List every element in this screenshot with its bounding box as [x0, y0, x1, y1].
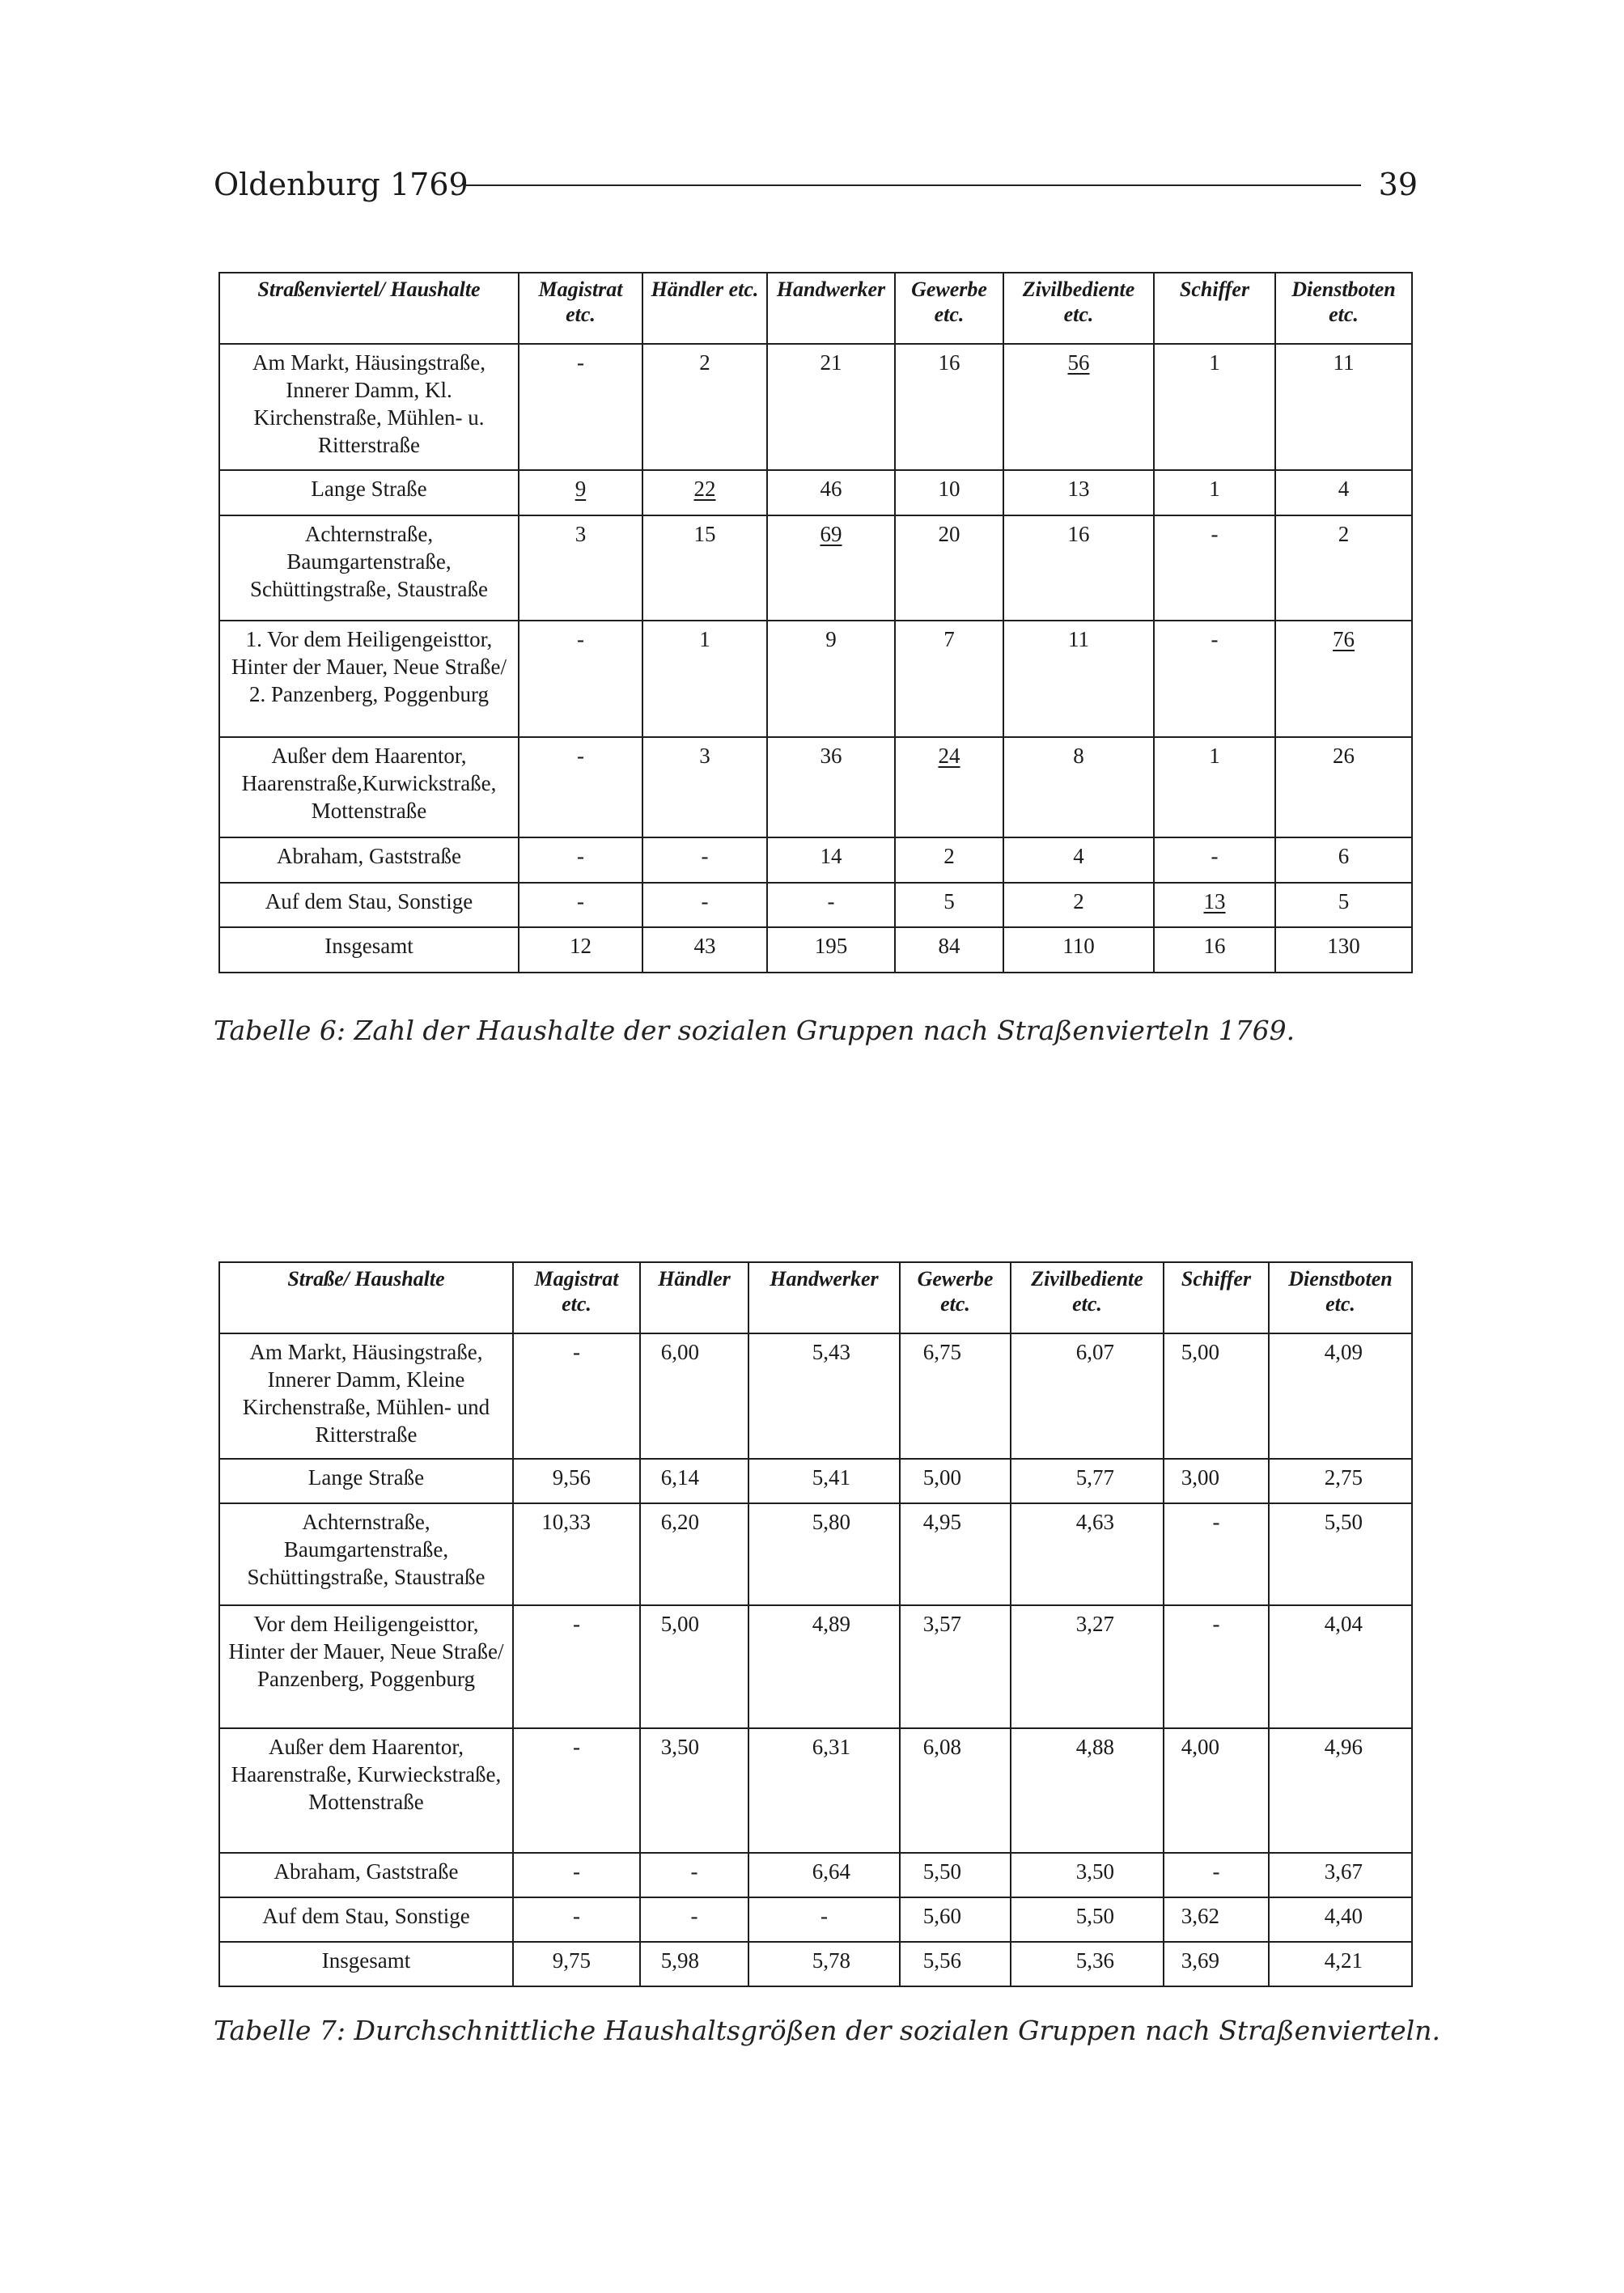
table-cell: 69	[767, 515, 895, 621]
row-label: Am Markt, Häusingstraße, Innerer Damm, Kl. Kirchenstraße, Mühlen- u. Ritterstraße	[219, 344, 519, 470]
table-cell: 13	[1154, 883, 1275, 927]
row-header-column: Straße/ Haushalte	[219, 1262, 513, 1333]
row-label: Auf dem Stau, Sonstige	[219, 1897, 513, 1942]
table-cell: 5,50	[1269, 1503, 1412, 1605]
table-cell: 5,78	[748, 1942, 900, 1986]
table-cell: 9,75	[513, 1942, 640, 1986]
table-cell: -	[519, 837, 642, 883]
table6-header-row	[219, 273, 1412, 344]
table7-body	[219, 1333, 1412, 1986]
table-row	[219, 621, 1412, 737]
table-cell: -	[767, 883, 895, 927]
table-cell: -	[642, 883, 767, 927]
table-cell: 3	[519, 515, 642, 621]
table6-body	[219, 344, 1412, 973]
table-cell: 5,41	[748, 1459, 900, 1503]
table-cell: 6,75	[900, 1333, 1011, 1459]
table-cell: 3	[642, 737, 767, 837]
table-cell: 3,67	[1269, 1853, 1412, 1897]
table-cell: 16	[895, 344, 1003, 470]
table-cell: -	[1154, 837, 1275, 883]
table7-caption: Tabelle 7: Durchschnittliche Haushaltsgrößen der sozialen Gruppen nach Straßenvierteln.	[214, 2015, 1440, 2046]
column-header: Zivilbediente etc.	[1011, 1262, 1164, 1333]
table-cell: 4,21	[1269, 1942, 1412, 1986]
table-row	[219, 1605, 1412, 1728]
table-cell: 2	[1003, 883, 1154, 927]
table-cell: 4,96	[1269, 1728, 1412, 1853]
row-header-column: Straßenviertel/ Haushalte	[219, 273, 519, 344]
row-label: 1. Vor dem Heiligengeisttor, Hinter der Mauer, Neue Straße/ 2. Panzenberg, Poggenburg	[219, 621, 519, 737]
table-cell: 3,57	[900, 1605, 1011, 1728]
table-cell: 4,88	[1011, 1728, 1164, 1853]
column-header: Schiffer	[1154, 273, 1275, 344]
table-cell: 15	[642, 515, 767, 621]
table-cell: 24	[895, 737, 1003, 837]
column-header: Dienstboten etc.	[1269, 1262, 1412, 1333]
table-cell: 4,40	[1269, 1897, 1412, 1942]
table-cell: 5,60	[900, 1897, 1011, 1942]
table-row	[219, 1942, 1412, 1986]
table-cell: -	[642, 837, 767, 883]
row-label: Lange Straße	[219, 1459, 513, 1503]
table-cell: 16	[1154, 927, 1275, 973]
table-cell: 3,00	[1164, 1459, 1269, 1503]
column-header: Gewerbe etc.	[895, 273, 1003, 344]
table-cell: 10	[895, 470, 1003, 515]
table-cell: 5,00	[1164, 1333, 1269, 1459]
table-cell: 43	[642, 927, 767, 973]
column-header: Magistrat etc.	[513, 1262, 640, 1333]
column-header: Handwerker	[767, 273, 895, 344]
table-cell: 6,31	[748, 1728, 900, 1853]
table-cell: -	[1164, 1503, 1269, 1605]
running-title: Oldenburg 1769	[214, 162, 475, 207]
table-cell: 4,63	[1011, 1503, 1164, 1605]
table-cell: -	[519, 883, 642, 927]
row-label: Abraham, Gaststraße	[219, 837, 519, 883]
table-cell: -	[519, 344, 642, 470]
row-label: Achternstraße, Baumgartenstraße, Schüttingstraße, Staustraße	[219, 515, 519, 621]
table-cell: 1	[642, 621, 767, 737]
column-header: Dienstboten etc.	[1275, 273, 1412, 344]
table-cell: -	[513, 1333, 640, 1459]
table-cell: 2	[895, 837, 1003, 883]
table-cell: 6,08	[900, 1728, 1011, 1853]
table-cell: -	[513, 1853, 640, 1897]
table-cell: 5,36	[1011, 1942, 1164, 1986]
table-cell: 36	[767, 737, 895, 837]
table-cell: 1	[1154, 470, 1275, 515]
column-header: Zivilbediente etc.	[1003, 273, 1154, 344]
table-cell: -	[748, 1897, 900, 1942]
table-cell: 3,27	[1011, 1605, 1164, 1728]
household-size-table	[218, 1261, 1413, 1987]
table-cell: 5	[1275, 883, 1412, 927]
row-label: Am Markt, Häusingstraße, Innerer Damm, Kleine Kirchenstraße, Mühlen- und Ritterstraße	[219, 1333, 513, 1459]
table-cell: 195	[767, 927, 895, 973]
table-cell: -	[640, 1897, 748, 1942]
table-cell: 3,69	[1164, 1942, 1269, 1986]
table-cell: -	[1154, 515, 1275, 621]
table-cell: 9	[767, 621, 895, 737]
row-label: Lange Straße	[219, 470, 519, 515]
table-cell: 4,04	[1269, 1605, 1412, 1728]
table-cell: 5,56	[900, 1942, 1011, 1986]
row-label: Außer dem Haarentor, Haarenstraße,Kurwickstraße, Mottenstraße	[219, 737, 519, 837]
table-cell: -	[513, 1605, 640, 1728]
row-label: Insgesamt	[219, 1942, 513, 1986]
table-cell: 46	[767, 470, 895, 515]
header-rule	[464, 184, 1361, 186]
table-row	[219, 1853, 1412, 1897]
table-cell: 6	[1275, 837, 1412, 883]
table-row	[219, 344, 1412, 470]
household-count-table	[218, 272, 1413, 973]
running-header	[214, 162, 1418, 214]
table-cell: 13	[1003, 470, 1154, 515]
table-cell: 4	[1003, 837, 1154, 883]
table-cell: -	[1164, 1853, 1269, 1897]
table-cell: 110	[1003, 927, 1154, 973]
table-cell: 3,50	[640, 1728, 748, 1853]
table-row	[219, 927, 1412, 973]
column-header: Schiffer	[1164, 1262, 1269, 1333]
table-cell: -	[513, 1728, 640, 1853]
table-cell: -	[1164, 1605, 1269, 1728]
column-header: Magistrat etc.	[519, 273, 642, 344]
table-row	[219, 737, 1412, 837]
table-cell: 130	[1275, 927, 1412, 973]
table-cell: 7	[895, 621, 1003, 737]
table-row	[219, 515, 1412, 621]
table-cell: -	[1154, 621, 1275, 737]
table-row	[219, 837, 1412, 883]
column-header: Handwerker	[748, 1262, 900, 1333]
table-cell: 5,43	[748, 1333, 900, 1459]
table-cell: 10,33	[513, 1503, 640, 1605]
table-cell: -	[640, 1853, 748, 1897]
table-cell: 12	[519, 927, 642, 973]
table-cell: 22	[642, 470, 767, 515]
table-row	[219, 1897, 1412, 1942]
table-cell: 11	[1003, 621, 1154, 737]
table-cell: 2	[642, 344, 767, 470]
table-cell: 26	[1275, 737, 1412, 837]
table-cell: 16	[1003, 515, 1154, 621]
table7-header-row	[219, 1262, 1412, 1333]
table-cell: 6,14	[640, 1459, 748, 1503]
table-cell: 4	[1275, 470, 1412, 515]
table-cell: 6,00	[640, 1333, 748, 1459]
table-cell: 9,56	[513, 1459, 640, 1503]
table-cell: 6,64	[748, 1853, 900, 1897]
row-label: Insgesamt	[219, 927, 519, 973]
table-cell: 3,50	[1011, 1853, 1164, 1897]
row-label: Außer dem Haarentor, Haarenstraße, Kurwieckstraße, Mottenstraße	[219, 1728, 513, 1853]
table-cell: 2,75	[1269, 1459, 1412, 1503]
row-label: Auf dem Stau, Sonstige	[219, 883, 519, 927]
column-header: Gewerbe etc.	[900, 1262, 1011, 1333]
table-cell: 14	[767, 837, 895, 883]
row-label: Vor dem Heiligengeisttor, Hinter der Mauer, Neue Straße/ Panzenberg, Poggenburg	[219, 1605, 513, 1728]
table-cell: 1	[1154, 344, 1275, 470]
table-cell: 4,95	[900, 1503, 1011, 1605]
table-cell: 56	[1003, 344, 1154, 470]
table-cell: 5,80	[748, 1503, 900, 1605]
column-header: Händler etc.	[642, 273, 767, 344]
table-cell: 8	[1003, 737, 1154, 837]
table-row	[219, 1333, 1412, 1459]
table-cell: 5,00	[640, 1605, 748, 1728]
table-row	[219, 1728, 1412, 1853]
table-cell: 76	[1275, 621, 1412, 737]
table-cell: 9	[519, 470, 642, 515]
table-row	[219, 883, 1412, 927]
table-cell: 5,98	[640, 1942, 748, 1986]
row-label: Abraham, Gaststraße	[219, 1853, 513, 1897]
table-cell: 4,89	[748, 1605, 900, 1728]
table-cell: 4,00	[1164, 1728, 1269, 1853]
table6-caption: Tabelle 6: Zahl der Haushalte der sozialen Gruppen nach Straßenvierteln 1769.	[214, 1015, 1295, 1046]
table-cell: 5,50	[1011, 1897, 1164, 1942]
table-cell: 5,50	[900, 1853, 1011, 1897]
table-cell: 5,77	[1011, 1459, 1164, 1503]
table-cell: -	[513, 1897, 640, 1942]
table-cell: 11	[1275, 344, 1412, 470]
table-cell: 6,20	[640, 1503, 748, 1605]
table-cell: 5,00	[900, 1459, 1011, 1503]
page-number: 39	[1378, 167, 1418, 202]
table-cell: -	[519, 621, 642, 737]
column-header: Händler	[640, 1262, 748, 1333]
table-cell: 3,62	[1164, 1897, 1269, 1942]
table-cell: 21	[767, 344, 895, 470]
table-cell: 4,09	[1269, 1333, 1412, 1459]
table-cell: 6,07	[1011, 1333, 1164, 1459]
table-cell: 84	[895, 927, 1003, 973]
table-row	[219, 470, 1412, 515]
table-cell: 20	[895, 515, 1003, 621]
table-cell: 2	[1275, 515, 1412, 621]
table-cell: 5	[895, 883, 1003, 927]
table-cell: 1	[1154, 737, 1275, 837]
table-row	[219, 1503, 1412, 1605]
table-cell: -	[519, 737, 642, 837]
table-row	[219, 1459, 1412, 1503]
row-label: Achternstraße, Baumgartenstraße, Schüttingstraße, Staustraße	[219, 1503, 513, 1605]
